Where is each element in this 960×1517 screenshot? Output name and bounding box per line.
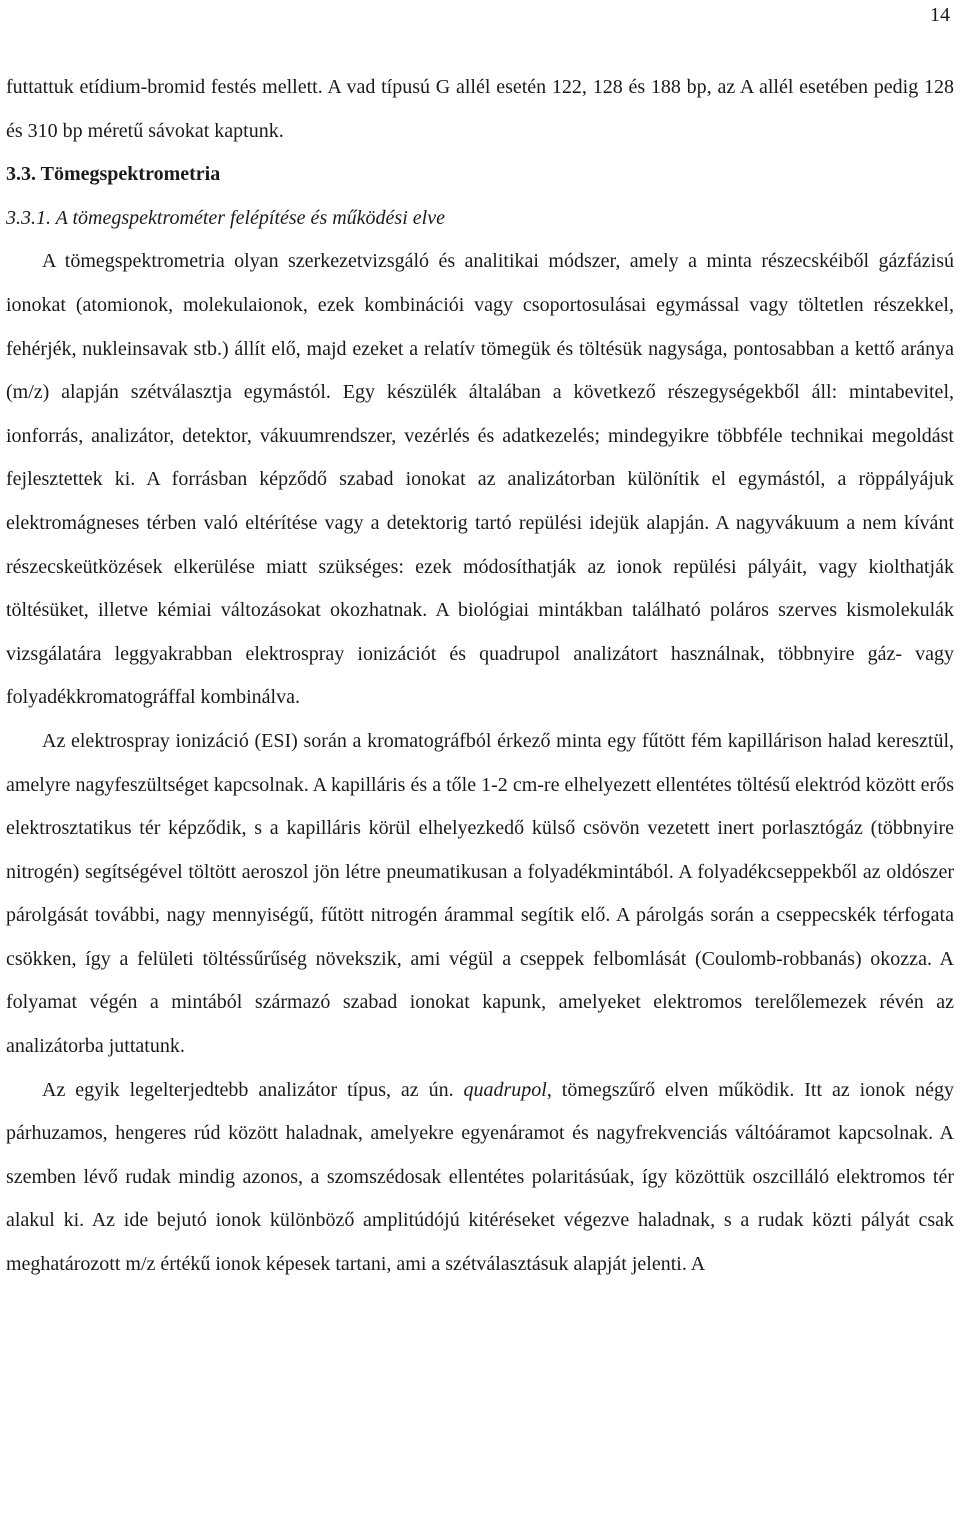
page-number: 14 [930,4,950,26]
document-body [6,66,954,1287]
section-heading: 3.3. Tömegspektrometria [6,163,221,186]
paragraph-electrospray: Az elektrospray ionizáció (ESI) során a kromatográfból érkező minta egy fűtött fém kapillárison halad keresztül, amelyre nagyfeszültséget kapcsolnak. A kapilláris és a tőle 1-2 cm-re elhelyezett ellentétes töltésű elektród között erős elektrosztatikus tér képződik, s a kapilláris körül elhelyezkedő külső csövön vezetett inert porlasztógáz (többnyire nitrogén) segítségével töltött aeroszol jön létre pneumatikusan a folyadékmintából. A folyadékcseppekből az oldószer párolgását további, nagy mennyiségű, fűtött nitrogén árammal segítik elő. A párolgás során a cseppecskék térfogata csökken, így a felületi töltéssűrűség növekszik, ami végül a cseppek felbomlását (Coulomb-robbanás) okozza. A folyamat végén a mintából származó szabad ionokat kapunk, amelyeket elektromos terelőlemezek révén az analizátorba juttatunk. [6,729,954,1058]
paragraph-text-segment: , tömegszűrő elven működik. Itt az ionok négy párhuzamos, hengeres rúd között haladnak, amelyekre egyenáramot és nagyfrekvenciás váltóáramot kapcsolnak. A szemben lévő rudak mindig azonos, a szomszédosak ellentétes polaritásúak, így közöttük oszcilláló elektromos tér alakul ki. Az ide bejutó ionok különböző amplitúdójú kitéréseket végezve haladnak, s a rudak közti pályát csak meghatározott m/z értékű ionok képesek tartani, ami a szétválasztásuk alapját jelenti. A [6,1078,954,1276]
paragraph-quadrupol [6,1069,954,1287]
intro-paragraph: futtattuk etídium-bromid festés mellett. A vad típusú G allél esetén 122, 128 és 188 bp, az A allél esetében pedig 128 és 310 bp méretű sávokat kaptunk. [6,76,954,142]
paragraph-text-segment: Az egyik legelterjedtebb analizátor típus, az ún. [42,1078,464,1101]
paragraph-mass-spectrometry: A tömegspektrometria olyan szerkezetvizsgáló és analitikai módszer, amely a minta részecskéiből gázfázisú ionokat (atomionok, molekulaionok, ezek kombinációi vagy csoportosulásai egymással vagy töltetlen részekkel, fehérjék, nukleinsavak stb.) állít elő, majd ezeket a relatív tömegük és töltésük nagysága, pontosabban a kettő aránya (m/z) alapján szétválasztja egymástól. Egy készülék általában a következő részegységekből áll: mintabevitel, ionforrás, analizátor, detektor, vákuumrendszer, vezérlés és adatkezelés; mindegyikre többféle technikai megoldást fejlesztettek ki. A forrásban képződő szabad ionokat az analizátorban különítik el egymástól, a röppályájuk elektromágneses térben való eltérítése vagy a detektorig tartó repülési idejük alapján. A nagyvákuum a nem kívánt részecskeütközések elkerülése miatt szükséges: ezek módosíthatják az ionok repülési pályáit, vagy kiolthatják töltésüket, illetve kémiai változásokat okozhatnak. A biológiai mintákban található poláros szerves kismolekulák vizsgálatára leggyakrabban elektrospray ionizációt és quadrupol analizátort használnak, többnyire gáz- vagy folyadékkromatográffal kombinálva. [6,250,954,709]
term-quadrupol: quadrupol [463,1078,547,1101]
subsection-heading: 3.3.1. A tömegspektrométer felépítése és működési elve [6,206,445,229]
